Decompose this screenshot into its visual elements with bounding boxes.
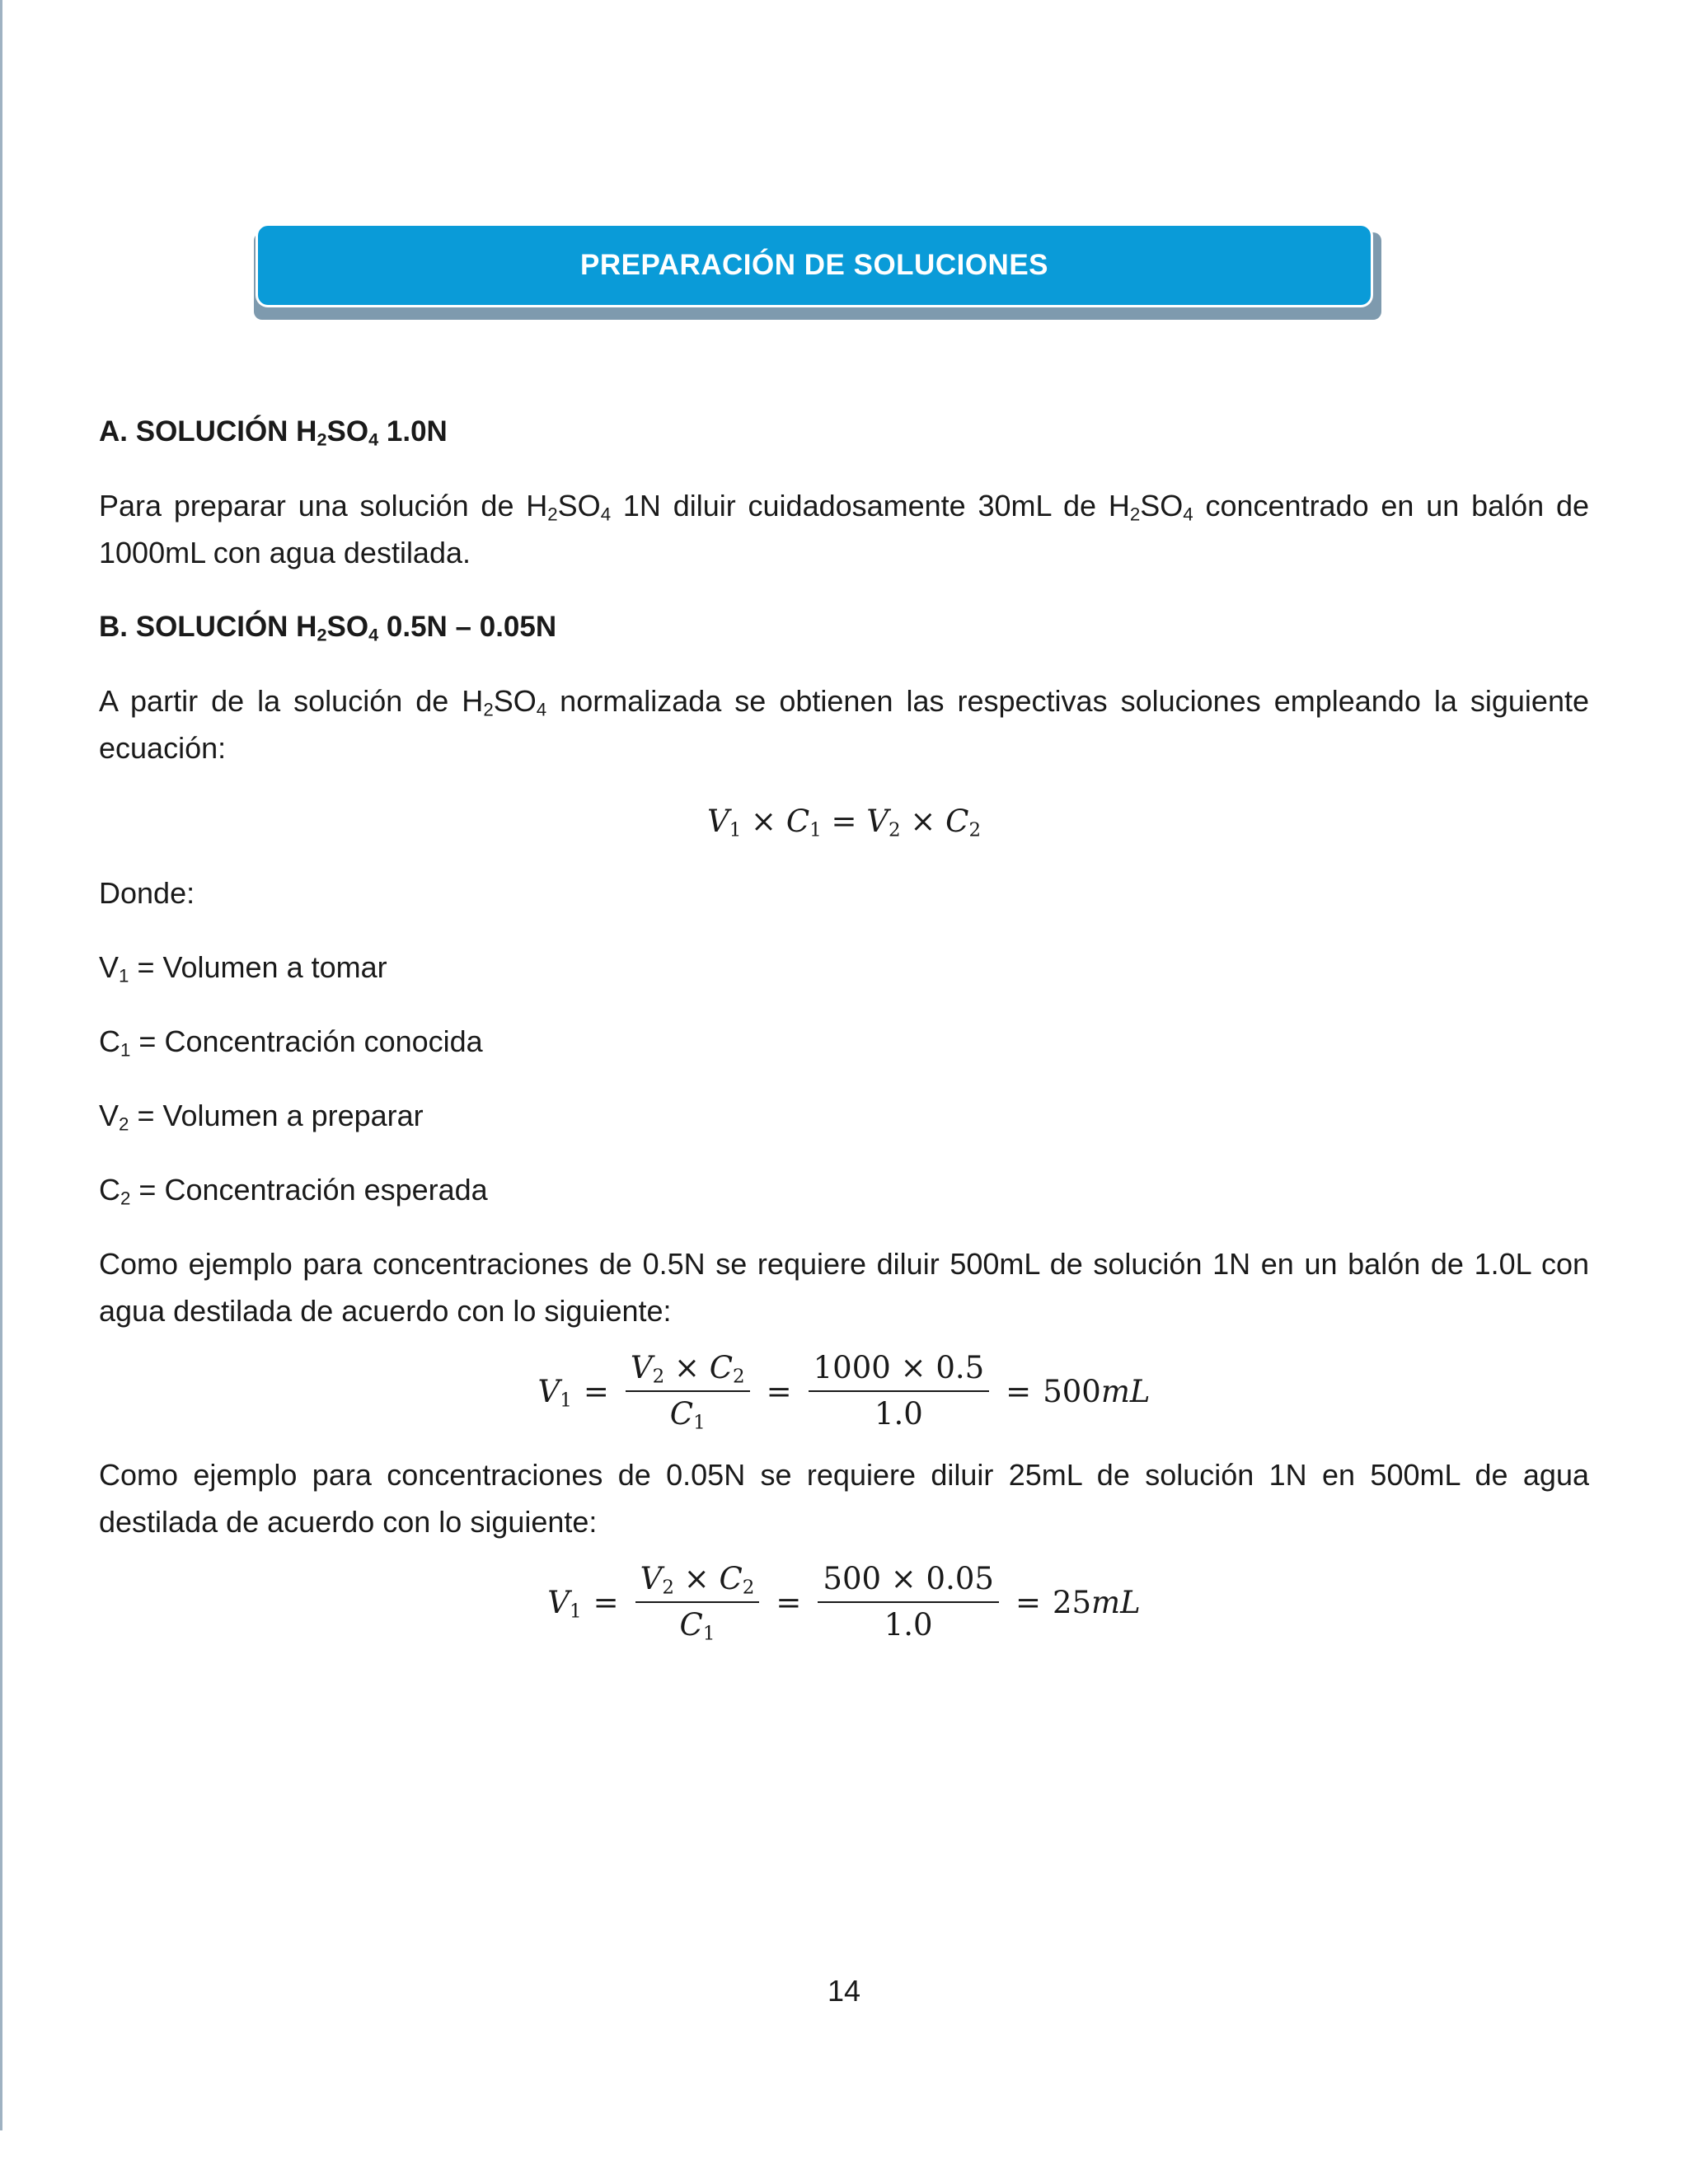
definition-item: $V_2$ = Volumen a preparar (99, 1099, 424, 1135)
symbolic-fraction: $\frac{V_2 \times C_2}{C_1}$ (621, 1349, 755, 1433)
definition-item: $C_2$ = Concentración esperada (99, 1173, 488, 1209)
formula-0-05n: $V_1$ = $\frac{V_2 \times C_2}{C_1}$ = $\frac{500 \times 0.05}{1.0}$ = 25mL (547, 1561, 1141, 1645)
example-0-5n-paragraph: Como ejemplo para concentraciones de 0.5N se requiere diluir 500mL de solución 1N en un balón de 1.0L con agua destilada de acuerdo con lo siguiente: (99, 1247, 1589, 1328)
definition-item: $C_1$ = Concentración conocida (99, 1024, 483, 1061)
document-body (99, 408, 1589, 1644)
formula-0-5n: $V_1$ = $\frac{V_2 \times C_2}{C_1}$ = $\frac{1000 \times 0.5}{1.0}$ = 500mL (537, 1350, 1151, 1434)
page-number: 14 (827, 1974, 861, 2008)
page-left-border (0, 0, 2, 2130)
page-title: PREPARACIÓN DE SOLUCIONES (579, 249, 1049, 281)
section-b-heading: B. SOLUCIÓN $H_2SO_4$ 0.5N – 0.05N (99, 611, 557, 645)
dilution-equation: $V_1 \times C_1 = V_2 \times C_2$ (706, 804, 982, 841)
numeric-fraction: $\frac{500 \times 0.05}{1.0}$ (813, 1560, 1004, 1644)
title-banner (258, 226, 1371, 305)
formula-result: 25mL (1052, 1584, 1141, 1620)
numeric-fraction: $\frac{1000 \times 0.5}{1.0}$ (804, 1349, 995, 1433)
section-b-intro: A partir de la solución de $H_2SO_4$ normalizada se obtienen las respectivas soluciones empleando la siguiente ecuación: (99, 684, 1589, 765)
section-a-paragraph: Para preparar una solución de $H_2SO_4$ 1N diluir cuidadosamente 30mL de $H_2SO_4$ concentrado en un balón de 1000mL con agua destilada. (99, 489, 1589, 569)
formula-result: 500mL (1043, 1373, 1151, 1409)
donde-label: Donde: (99, 876, 195, 910)
symbolic-fraction: $\frac{V_2 \times C_2}{C_1}$ (631, 1560, 765, 1644)
definition-item: $V_1$ = Volumen a tomar (99, 950, 387, 987)
example-0-05n-paragraph: Como ejemplo para concentraciones de 0.05N se requiere diluir 25mL de solución 1N en 500mL de agua destilada de acuerdo con lo siguiente: (99, 1458, 1589, 1539)
section-a-heading: A. SOLUCIÓN $H_2SO_4$ 1.0N (99, 415, 448, 450)
variable-definitions (99, 944, 1589, 1213)
